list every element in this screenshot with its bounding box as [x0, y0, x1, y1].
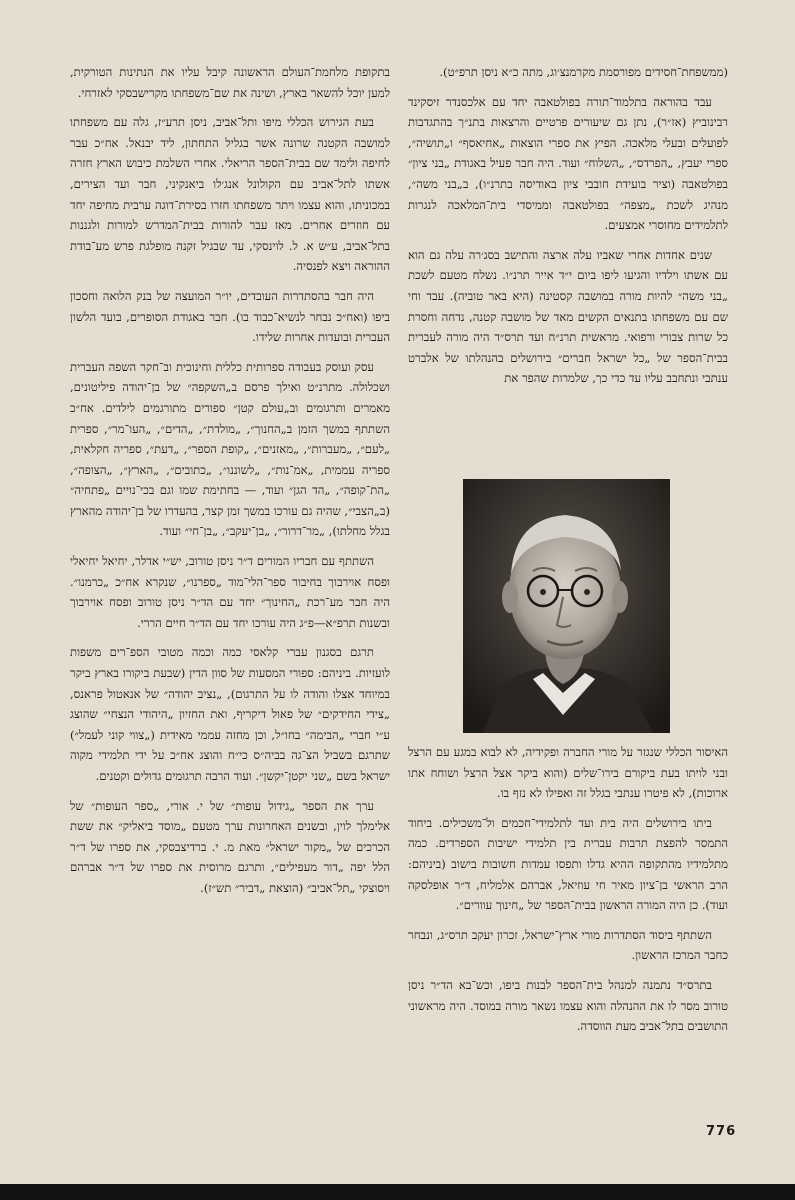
right-paragraph-7: בתרס״ד נתמנה למנהל בית־הספר לבנות ביפו, וכש־בא הד״ר ניסן טורוב מסר לו את ההנהלה והוא עצמו נשאר מורה במוסד. היה מראשוני התושבים בתל־אביב מעת הווסדה.: [408, 977, 728, 1034]
portrait-illustration: [463, 479, 670, 733]
right-paragraph-3: שנים אחדות אחרי שאביו עלה ארצה והתישב בסג׳רה עלה גם הוא עם אשתו וילדיו והגיעו ליפו ביום י״ד אייר תרנ״ו. נשלח מטעם לשכת „בני משה״ להיות מורה במושבה קסטינה (היא באר טוביה). עבד וחי שם עם משפחתו בתנאים הקשים מאד של מושבה קטנה, נדחה וחסרת כל שרות צבורי ורפואי. מראשית תרנ״ח ועד תרס״ד היה מורה לעברית בבית־הספר של „כל ישראל חברים״ בירושלים בהנהלתו של אלברט ענתבי ונתחבב עליו עד כדי כך, שלמרות שהפר את: [408, 247, 728, 386]
left-paragraph-2: בעת הגירוש הכללי מיפו ותל־אביב, ניסן תרע״ז, גלה עם משפחתו למושבה הקטנה שרונה אשר בגליל התחתון, ליד יבנאל. אח״כ עבר לחיפה ולימד שם בבית־הספר הריאלי. אחרי השלמת כיבוש הארץ חזרה אשתו לתל־אביב עם הקולונל אנג׳לו ביאנקיני, חבר ועד הצירים, במכוניתו, והוא עצמו ויתר משפחתו חזרו בסירת־דוגה ערבית מחיפה יחד עם חוזרים אחרים. מאז עבר להורות בבית־המדרש למורות ולגננות בתל־אביב, ע״ש א. ל. לוינסקי, עד שבגיל זקנה מופלגת פרש מע־בודת ההוראה ויצא לפנסיה.: [70, 115, 390, 274]
left-text-column: [70, 62, 390, 908]
left-paragraph-5: השתתף עם חבריו המורים ד״ר ניסן טורוב, יש״י אדלר, יחיאל יחיאלי ופסח אוירבוך בחיבור ספר־הלי־מוד „ספרנו״, שנקרא אח״כ „כרמנו״. היה חבר מע־רכת „החינוך״ יחד עם הד״ר ניסן טורוב ופסח אוירבוך ובשנות תרפ״א—פ״ג היה עורכו יחד עם הד״ר חיים הררי.: [70, 554, 390, 630]
right-text-after-photo: [408, 742, 728, 1046]
left-paragraph-6: תרגם בסגנון עברי קלאסי כמה וכמה מטובי הספ־רים משפות לועזיות. ביניהם: ספורי המסעות של סוון הדין (שבעת ביקורו בארץ ביקר במיוחד אצלו והודה לו על התרגום), „נציב יהודה״ של אנאטול פראנס, „צידי החידקים״ של פאול דיקריף, ואת החזיון „היהודי הנצחי״ שהוצג ע״י חברי „הבימה״ בחו״ל, וכן מחזה עממי מאידית („צווי קוני לעמל״) שתרגם בשביל הצ־גה בביה״ס כי״ח והוצג אח״כ על ידי תלמידי מקוה ישראל בשם „שני יקטן־יקשן״. ועוד הרבה תרגומים גדולים וקטנים.: [70, 645, 390, 783]
right-paragraph-1: (ממשפחת־חסידים מפורסמת מקרמנצ׳וג, מתה כ״א ניסן תרפ״ט).: [439, 65, 728, 79]
portrait-photo: [463, 479, 670, 733]
left-paragraph-1: בתקופת מלחמת־העולם הראשונה קיבל עליו את הנתינות הטורקית, למען יוכל להשאר בארץ, ושינה את שם־משפחתו מקרישבסקי לאזרחי.: [70, 65, 390, 100]
right-paragraph-6: השתתף ביסוד הסתדרות מורי ארץ־ישראל, זכרון יעקב תרס״ג, ונבחר כחבר המרכז הראשון.: [408, 927, 728, 963]
left-paragraph-4: עסק ועוסק בעבודה ספרותית כללית וחינוכית וב־חקר השפה העברית ושכלולה. מתרנ״ט ואילך פרסם ב„השקפה״ של בן־יהודה פיליטונים, מאמרים ותרגומים וב„עולם קטן״ ספורים מתורגמים לילדים. אח״כ השתתף במשך הזמן ב„החנוך״, „מולדת״, „הדים״, „העו־מר״, ספרית „לעם״, „מעברות״, „מאזנים״, „קופת הספר״, „דעת״, ספריה חקלאית, ספריה עממית, „אמ־נות״, „לשוננו״, „כתובים״, „הארץ״, „הצופה״, „הת־קופה״, „הד הגן״ ועוד, — בחתימת שמו וגם בכי־נויים „פתחיה״ (ב„הצבי״, שהיה גם עורכו במשך זמן קצר, בהעדרו של בן־יהודה מהארץ בגלל מחלתו), „מר־דרור״, „בן־יעקב״, „בן־חי״ ועוד.: [70, 359, 390, 539]
page-number: 776: [706, 1124, 737, 1139]
right-paragraph-2: עבד בהוראה בתלמוד־תורה בפולטאבה יחד עם אלכסנדר זיסקינד רבינוביץ (אז״ר), נתן גם שיעורים פרטיים והרצאות בתנ״ך בהתגדבות לפועלים ובעלי מלאכה. הפיץ את ספרי הוצאות „אחיאסף״ ו„תושיה״, ספרי יעבץ, „הפרדס״, „השלוח״ ועוד. היה חבר פעיל באגודת „בני ציון״ בפולטאבה (וציר בועידת חובבי ציון באודיסה בתרנ״ו), ב„בני משה״, מנהיג לשכת „מצפה״ בפולטאבה וממיסדי בית־המלאכה לנגרות לתלמידים מחוסרי אמצעים.: [408, 94, 728, 233]
right-paragraph-4: האיסור הכללי שנגזר על מורי החברה ופקידיה, לא לבוא במגע עם הרצל ובני לויתו בעת ביקורם בירו־שלים (והוא ביקר אצל הרצל ושוחח אתו ארוכות), לא פיטרו ענתבי בגלל זה ואפילו לא נזף בו.: [408, 745, 728, 801]
scan-bottom-edge: [0, 1184, 795, 1200]
left-paragraph-3: היה חבר בהסתדרות העובדים, יו״ר המועצה של בנק הלואה וחסכון ביפו (ואח״כ נבחר לנשיא־כבוד בו). חבר באגודת הסופרים, בועד הלשון העברית ובועדות אחרות שלידו.: [70, 288, 390, 345]
left-paragraph-7: ערך את הספר „גידול עופות״ של י. אורי, „ספר העופות״ של אלימלך לוין, ובשנים האחרונות ערך מטעם „מוסד ביאליק״ את ששת הכרכים של „מקור ישראל״ מאת מ. י. ברדיצבסקי, את ספרו של ד״ר הלל יפה „דור מעפילים״, ותרגם מרוסית את ספרו של ד״ר אברהם ויסוצקי „תל־אביב״ (הוצאת „דביר״ תש״ז).: [70, 798, 390, 895]
right-text-column: [408, 62, 728, 1034]
right-paragraph-5: ביתו בירושלים היה בית ועד לתלמידי־חכמים ול־משכילים. ביחוד התמסר להפצת תרבות עברית בין תלמידי ישיבות הספרדים. כמה מתלמידיו מהתקופה ההיא גדלו ותפסו עמדות חשובות בישוב (ביניהם: הרב הראשי בן־ציון מאיר חי עוזיאל, אברהם אלמליח, ד״ר אופלסקה ועוד). כן היה המורה הראשון בבית־הספר של „חינוך עוורים״.: [408, 815, 728, 913]
